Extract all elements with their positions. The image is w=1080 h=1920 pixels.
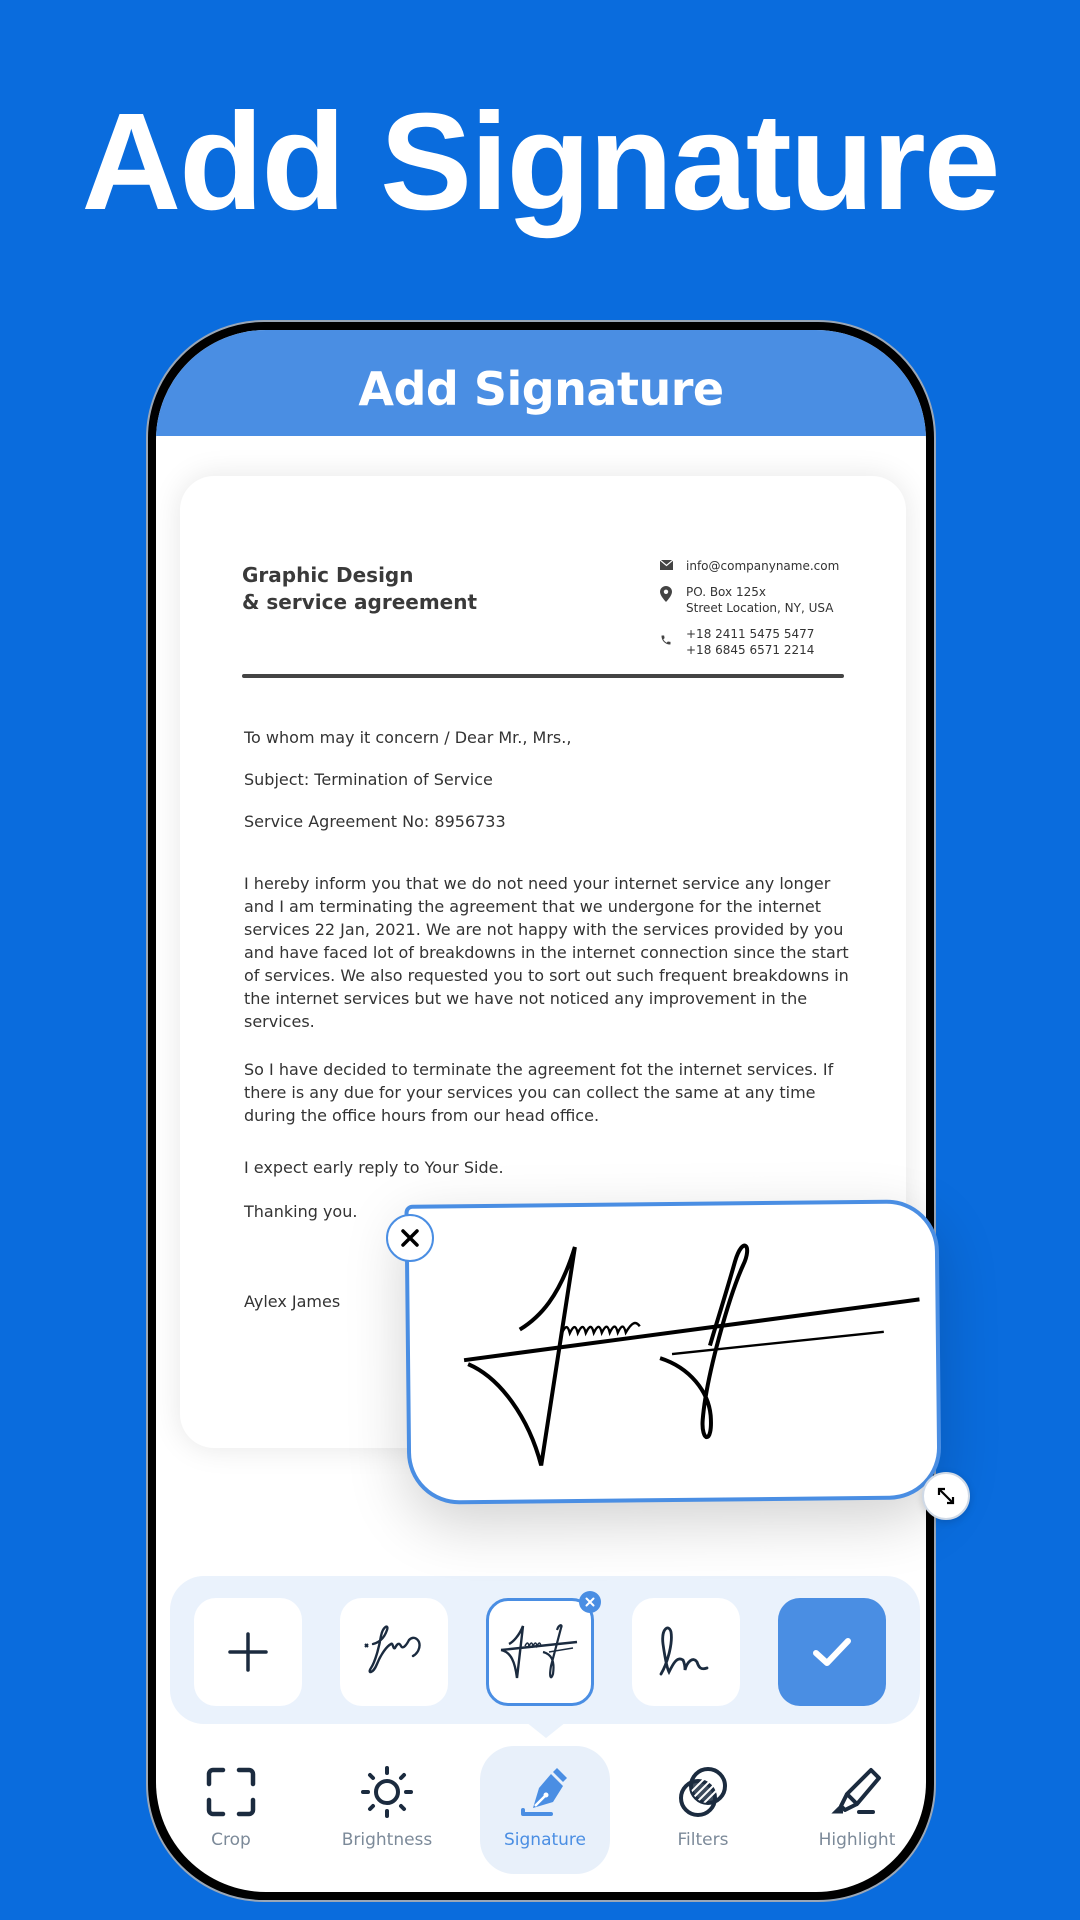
- contact-phones: [686, 626, 814, 658]
- signature-thumbnail-icon: [497, 1622, 583, 1682]
- phone-icon: [660, 626, 686, 646]
- signature-placement-box[interactable]: [404, 1199, 941, 1505]
- tool-crop[interactable]: [166, 1746, 296, 1874]
- tool-signature-label: Signature: [503, 1830, 586, 1850]
- tool-highlight[interactable]: [792, 1746, 922, 1874]
- subject: Subject: Termination of Service: [244, 770, 493, 789]
- contact-email-row: [660, 558, 860, 574]
- paragraph-1: I hereby inform you that we do not need your internet service any longer and I am terminating the agreement that we undergone for the internet services 22 Jan, 2021. We are not happy with the services provided by you and have faced lot of breakdowns in the internet connection since the start of services. We also requested you to sort out such frequent breakdowns in the internet services but we have not noticed any improvement in the services.: [244, 874, 849, 1031]
- envelope-icon: [660, 558, 686, 570]
- signer-name: Aylex James: [244, 1292, 341, 1311]
- resize-diagonal-icon: [935, 1485, 957, 1507]
- contact-address: [686, 584, 833, 616]
- bottom-toolbar: [156, 1746, 926, 1892]
- remove-signature-button[interactable]: [579, 1591, 601, 1613]
- contact-address-row: [660, 584, 860, 616]
- page-title: Add Signature: [358, 362, 724, 416]
- confirm-signature-button[interactable]: [778, 1598, 886, 1706]
- signature-option-2-selected[interactable]: [486, 1598, 594, 1706]
- signature-tray: [170, 1576, 920, 1724]
- greeting: To whom may it concern / Dear Mr., Mrs.,: [244, 728, 572, 747]
- add-signature-button[interactable]: [194, 1598, 302, 1706]
- tool-filters-label: Filters: [677, 1830, 729, 1850]
- document-title-line1: Graphic Design: [242, 563, 414, 587]
- crop-icon: [205, 1766, 257, 1818]
- paragraph-2: So I have decided to terminate the agreement fot the internet services. If there is any due for your services you can collect the same at any time during the office hours from our head office.: [244, 1060, 834, 1125]
- pen-nib-icon: [519, 1766, 571, 1818]
- plus-icon: [228, 1632, 268, 1672]
- hero-title: Add Signature: [81, 85, 999, 239]
- signature-option-3[interactable]: [632, 1598, 740, 1706]
- app-header: [156, 330, 926, 436]
- tool-brightness-label: Brightness: [341, 1830, 433, 1850]
- document-title: [242, 562, 477, 616]
- tool-signature[interactable]: [480, 1746, 610, 1874]
- tool-highlight-label: Highlight: [818, 1830, 896, 1850]
- check-icon: [812, 1636, 852, 1668]
- phone-2: +18 6845 6571 2214: [686, 643, 815, 657]
- location-pin-icon: [660, 584, 686, 602]
- sun-icon: [361, 1766, 413, 1818]
- tool-filters[interactable]: [638, 1746, 768, 1874]
- close-icon: [400, 1228, 420, 1248]
- contact-email: info@companyname.com: [686, 559, 840, 573]
- resize-handle[interactable]: [922, 1472, 970, 1520]
- phone-1: +18 2411 5475 5477: [686, 627, 815, 641]
- document-title-line2: & service agreement: [242, 590, 478, 614]
- filters-icon: [677, 1766, 729, 1818]
- tool-brightness[interactable]: [322, 1746, 452, 1874]
- highlighter-icon: [831, 1766, 883, 1818]
- tray-pointer: [526, 1722, 566, 1738]
- thanking-line: Thanking you.: [244, 1202, 358, 1221]
- signature-thumbnail-icon: [359, 1622, 429, 1682]
- address-line1: PO. Box 125x: [686, 585, 766, 599]
- app-screen: [156, 330, 926, 1892]
- contact-block: [660, 558, 860, 668]
- agreement-number: Service Agreement No: 8956733: [244, 812, 506, 831]
- signature-thumbnail-icon: [653, 1624, 719, 1680]
- signature-drawing: [408, 1203, 937, 1500]
- divider: [242, 674, 844, 678]
- address-line2: Street Location, NY, USA: [686, 601, 834, 615]
- closing-line: I expect early reply to Your Side.: [244, 1158, 504, 1177]
- phone-frame: [146, 320, 936, 1902]
- remove-signature-overlay-button[interactable]: [386, 1214, 434, 1262]
- tool-crop-label: Crop: [211, 1830, 251, 1850]
- contact-phone-row: [660, 626, 860, 658]
- signature-option-1[interactable]: [340, 1598, 448, 1706]
- close-icon: [585, 1597, 595, 1607]
